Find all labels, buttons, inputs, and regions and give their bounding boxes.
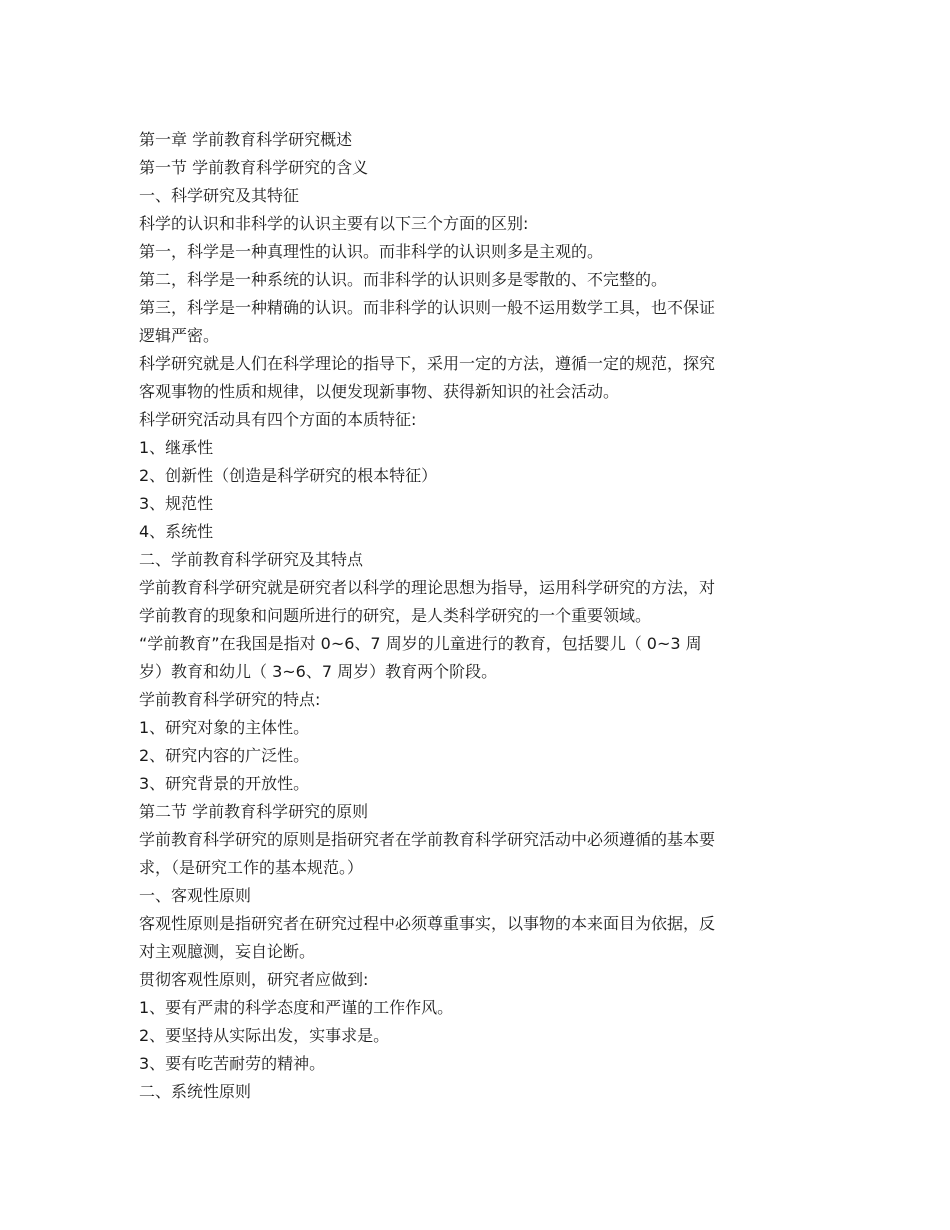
- list-item: 2、要坚持从实际出发，实事求是。: [139, 1026, 390, 1045]
- subsection-heading: 二、学前教育科学研究及其特点: [139, 550, 364, 569]
- list-item: 3、研究背景的开放性。: [139, 774, 310, 793]
- list-item: 2、创新性（创造是科学研究的根本特征）: [139, 466, 438, 485]
- text-line: 科学研究就是人们在科学理论的指导下，采用一定的方法，遵循一定的规范，探究: [139, 354, 716, 373]
- list-item: 1、研究对象的主体性。: [139, 718, 310, 737]
- subsection-heading: 二、系统性原则: [139, 1082, 252, 1101]
- document-body: [139, 126, 819, 1106]
- text-line: 科学的认识和非科学的认识主要有以下三个方面的区别:: [139, 214, 529, 233]
- text-line: 对主观臆测，妄自论断。: [139, 942, 316, 961]
- text-line: 学前教育科学研究的原则是指研究者在学前教育科学研究活动中必须遵循的基本要: [139, 830, 716, 849]
- list-item: 1、要有严肃的科学态度和严谨的工作作风。: [139, 998, 454, 1017]
- text-line: 客观事物的性质和规律，以便发现新事物、获得新知识的社会活动。: [139, 382, 620, 401]
- text-line: 学前教育的现象和问题所进行的研究，是人类科学研究的一个重要领域。: [139, 606, 652, 625]
- text-line: 第一，科学是一种真理性的认识。而非科学的认识则多是主观的。: [139, 242, 604, 261]
- chapter-title: 第一章 学前教育科学研究概述: [139, 130, 353, 149]
- subsection-heading: 一、客观性原则: [139, 886, 252, 905]
- section-title: 第一节 学前教育科学研究的含义: [139, 158, 369, 177]
- text-line: 第二，科学是一种系统的认识。而非科学的认识则多是零散的、不完整的。: [139, 270, 668, 289]
- list-item: 3、要有吃苦耐劳的精神。: [139, 1054, 326, 1073]
- list-item: 4、系统性: [139, 522, 214, 541]
- list-item: 3、规范性: [139, 494, 214, 513]
- list-item: 2、研究内容的广泛性。: [139, 746, 310, 765]
- text-line: 贯彻客观性原则，研究者应做到:: [139, 970, 369, 989]
- text-line: 客观性原则是指研究者在研究过程中必须尊重事实，以事物的本来面目为依据，反: [139, 914, 716, 933]
- section-title: 第二节 学前教育科学研究的原则: [139, 802, 369, 821]
- text-line: 学前教育科学研究的特点:: [139, 690, 321, 709]
- text-line: 第三，科学是一种精确的认识。而非科学的认识则一般不运用数学工具，也不保证: [139, 298, 716, 317]
- list-item: 1、继承性: [139, 438, 214, 457]
- text-line: 学前教育科学研究就是研究者以科学的理论思想为指导，运用科学研究的方法，对: [139, 578, 716, 597]
- text-line: 岁）教育和幼儿（ 3~6、7 周岁）教育两个阶段。: [139, 662, 498, 681]
- text-line: “学前教育”在我国是指对 0~6、7 周岁的儿童进行的教育，包括婴儿（ 0~3 周: [139, 634, 702, 653]
- text-line: 科学研究活动具有四个方面的本质特征:: [139, 410, 417, 429]
- text-line: 求，（是研究工作的基本规范。）: [139, 858, 364, 877]
- text-line: 逻辑严密。: [139, 326, 220, 345]
- subsection-heading: 一、科学研究及其特征: [139, 186, 300, 205]
